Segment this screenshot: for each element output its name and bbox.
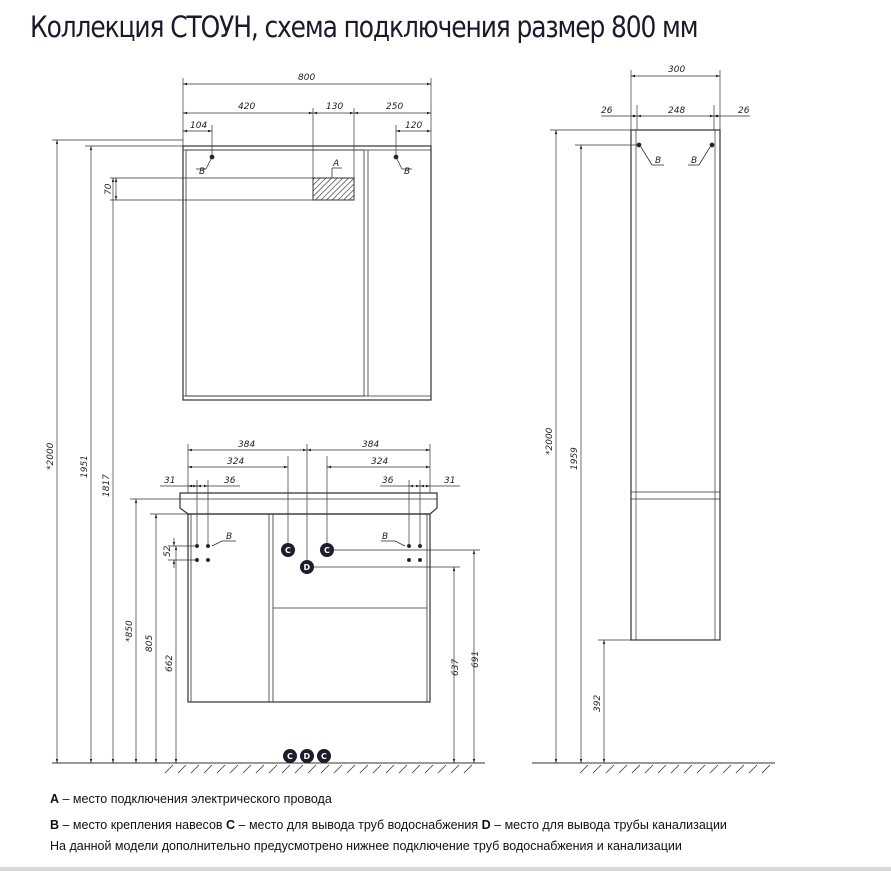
dim-36-right: 36 [382,476,394,486]
side-top-dims [601,70,750,130]
marker-d [300,560,314,574]
svg-text:D: D [303,563,311,572]
svg-text:C: C [324,546,330,555]
mirror-top-dims [183,78,431,178]
dim-324-right: 324 [371,457,389,467]
vanity-b-label-right: B [382,532,389,542]
floor-left [52,763,485,773]
page-title: Коллекция СТОУН, схема подключения размер 800 мм [30,10,698,44]
side-hangers [637,143,714,165]
right-vertical-dims [314,550,480,763]
marker-c-left [281,543,295,557]
dim-300: 300 [668,65,686,75]
dim-120: 120 [405,121,423,131]
legend-line-note: На данной модели дополнительно предусмотрено нижнее подключение труб водоснабжения и канализации [50,839,682,853]
legend-line-bcd: B – место крепления навесов C – место для вывода труб водоснабжения D – место для вывода трубы канализации [50,818,727,832]
svg-text:C: C [285,546,291,555]
dim-52: 52 [163,545,173,557]
dim-637: 637 [451,658,461,676]
side-b-label-right: B [691,156,698,166]
dim-662: 662 [165,654,175,672]
svg-text:D: D [303,752,311,761]
dim-31-right: 31 [444,476,456,486]
hanger-b-label-left: B [199,167,206,177]
dim-31-left: 31 [164,476,176,486]
side-view-cabinet [631,130,720,640]
dim-26-left: 26 [601,106,613,116]
vanity-top-dims [160,444,460,560]
dim-420: 420 [238,102,256,112]
dim-850: *850 [125,620,135,642]
vanity-hangers [195,541,421,562]
dim-324-left: 324 [227,457,245,467]
dim-250: 250 [386,102,404,112]
dim-805: 805 [145,634,155,652]
mirror-hangers [196,155,412,169]
vanity-unit [180,493,437,702]
vanity-b-label-left: B [226,532,233,542]
dim-2000: *2000 [46,442,56,470]
legend [50,789,880,857]
dim-104: 104 [190,121,208,131]
svg-text:C: C [287,752,293,761]
dim-384-left: 384 [238,440,256,450]
dim-26-right: 26 [738,106,750,116]
marker-a-label: A [333,159,340,169]
dim-691: 691 [471,650,481,668]
hanger-b-label-right: B [404,167,411,177]
side-dim-392: 392 [593,694,603,712]
floor-markers-cdc [283,749,331,763]
bottom-border [0,867,891,871]
mirror-cabinet [183,146,431,400]
dim-800: 800 [298,73,316,83]
floor-right [532,763,775,773]
legend-line-a: A – место подключения электрического провода [50,792,332,806]
side-vertical-dims [550,130,638,763]
dim-130: 130 [326,102,344,112]
side-b-label-left: B [655,156,662,166]
side-dim-2000: *2000 [545,427,555,455]
dim-36-left: 36 [224,476,236,486]
dim-70: 70 [104,183,114,195]
svg-text:C: C [321,752,327,761]
electrical-connection-area [313,178,354,200]
side-dim-1959: 1959 [570,447,580,470]
dim-1817: 1817 [102,474,112,497]
dim-248: 248 [668,106,686,116]
dim-384-right: 384 [362,440,380,450]
dim-1951: 1951 [80,455,90,478]
